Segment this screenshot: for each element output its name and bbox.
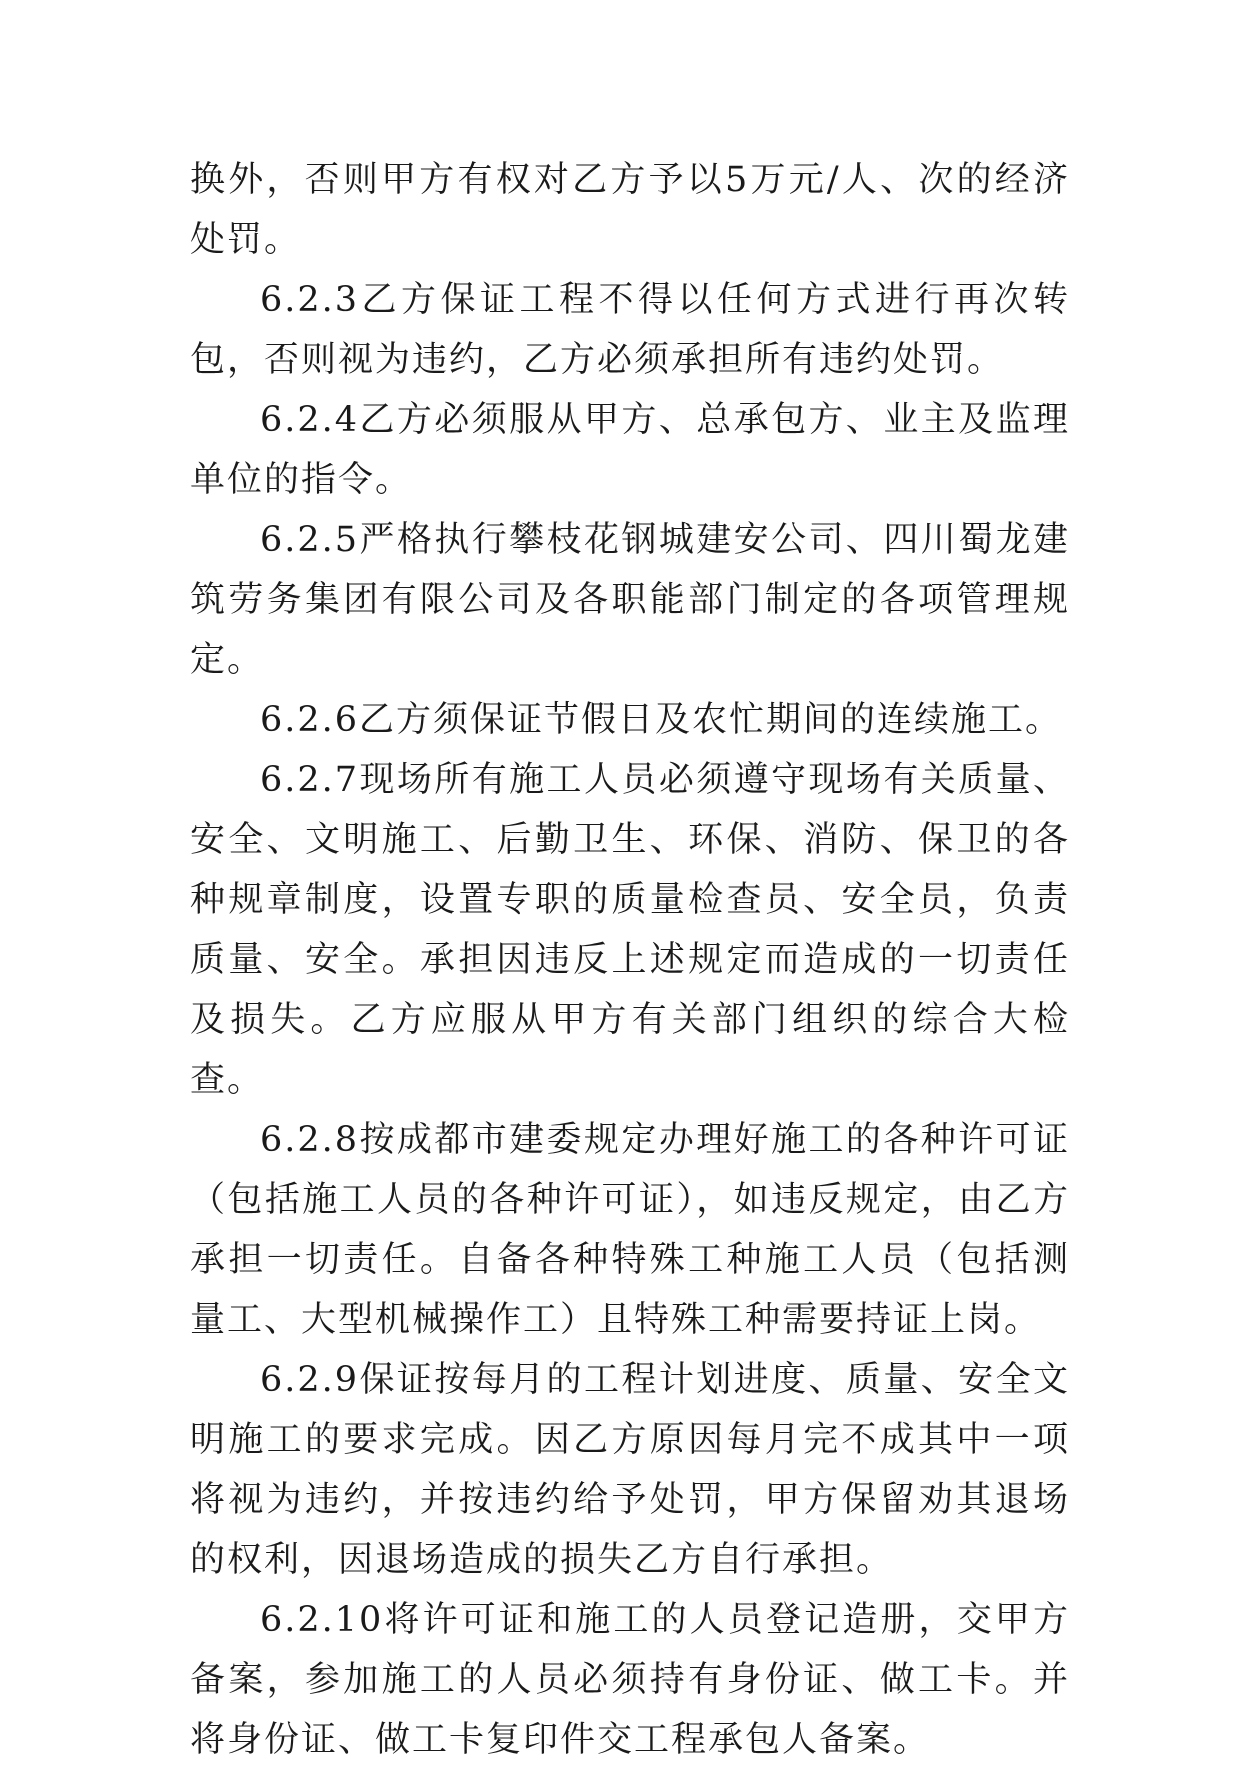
paragraph-6-2-7: 6.2.7现场所有施工人员必须遵守现场有关质量、安全、文明施工、后勤卫生、环保、消防、保卫的各种规章制度，设置专职的质量检查员、安全员，负责质量、安全。承担因违反上述规定而造成的一切责任及损失。乙方应服从甲方有关部门组织的综合大检查。 [190,760,1070,1100]
paragraph-6-2-4: 6.2.4乙方必须服从甲方、总承包方、业主及监理单位的指令。 [190,400,1070,500]
paragraph-6-2-6: 6.2.6乙方须保证节假日及农忙期间的连续施工。 [260,700,1063,740]
document-body [190,150,1070,1770]
paragraph-6-2-8: 6.2.8按成都市建委规定办理好施工的各种许可证（包括施工人员的各种许可证），如违反规定，由乙方承担一切责任。自备各种特殊工种施工人员（包括测量工、大型机械操作工）且特殊工种需要持证上岗。 [190,1120,1070,1340]
paragraph-6-2-10: 6.2.10将许可证和施工的人员登记造册，交甲方备案，参加施工的人员必须持有身份证、做工卡。并将身份证、做工卡复印件交工程承包人备案。 [190,1600,1070,1760]
paragraph-6-2-9: 6.2.9保证按每月的工程计划进度、质量、安全文明施工的要求完成。因乙方原因每月完不成其中一项将视为违约，并按违约给予处罚，甲方保留劝其退场的权利，因退场造成的损失乙方自行承担。 [190,1360,1070,1580]
paragraph-6-2-5: 6.2.5严格执行攀枝花钢城建安公司、四川蜀龙建筑劳务集团有限公司及各职能部门制定的各项管理规定。 [190,520,1070,680]
paragraph-continuation: 换外，否则甲方有权对乙方予以5万元/人、次的经济处罚。 [190,160,1070,260]
paragraph-6-2-3: 6.2.3乙方保证工程不得以任何方式进行再次转包，否则视为违约，乙方必须承担所有违约处罚。 [190,280,1070,380]
